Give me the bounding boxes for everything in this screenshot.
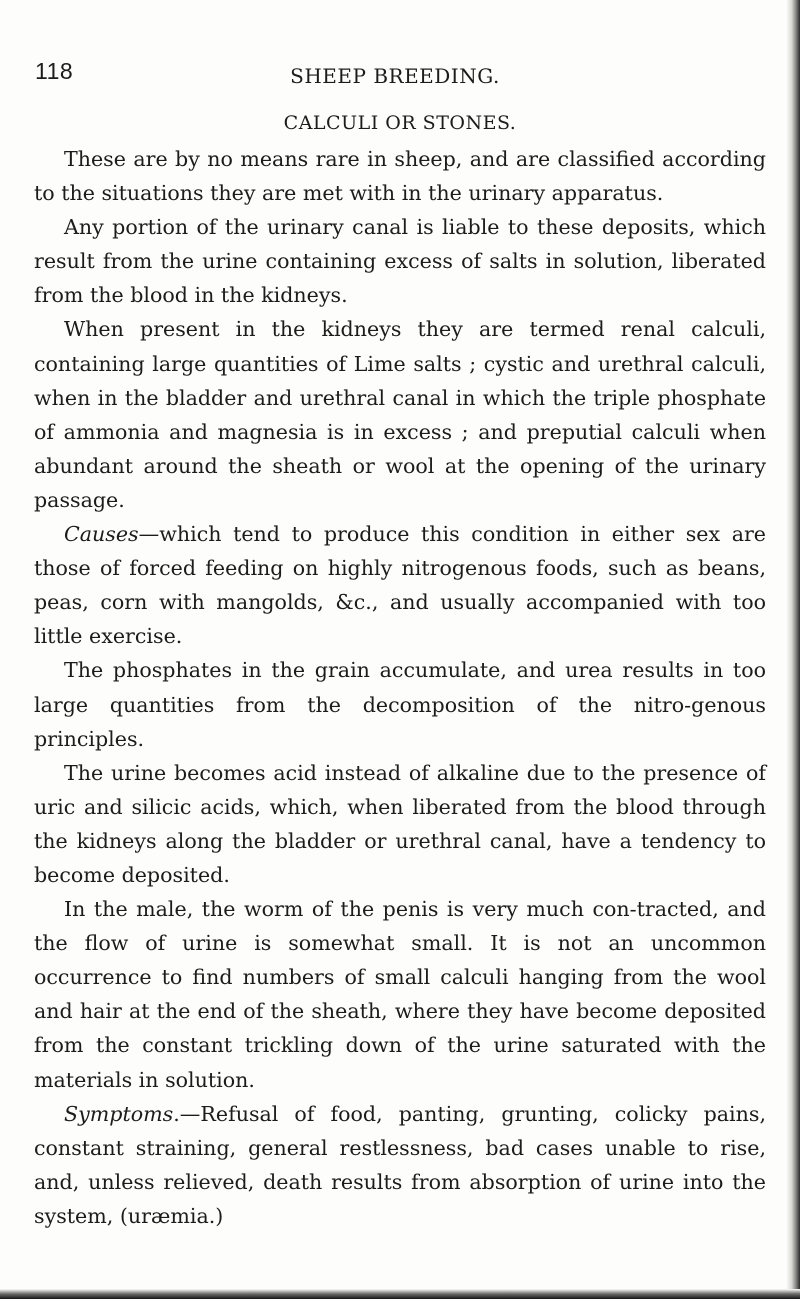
- paragraph: [34, 142, 766, 210]
- paragraph: [34, 1097, 766, 1233]
- paragraph-text: In the male, the worm of the penis is very much con-tracted, and the flow of urine is somewhat small. It is not an uncommon occurrence to find numbers of small calculi hanging from the wool and hair at the end of the sheath, where they have become deposited from the constant trickling down of the urine saturated with the materials in solution.: [34, 897, 766, 1092]
- section-title: CALCULI OR STONES.: [283, 112, 517, 134]
- paragraph: [34, 892, 766, 1097]
- paragraph-text: .—Refusal of food, panting, grunting, colicky pains, constant straining, general restlessness, bad cases unable to rise, and, unless relieved, death results from absorption of urine into the system, (uræmia.): [34, 1101, 766, 1228]
- paragraph: [34, 756, 766, 892]
- running-head: [35, 58, 755, 94]
- paragraph-text: These are by no means rare in sheep, and are classified according to the situations they are met with in the urinary apparatus.: [34, 147, 766, 206]
- paragraph-lead: Causes: [64, 522, 139, 547]
- paragraph-text: Any portion of the urinary canal is liable to these deposits, which result from the urine containing excess of salts in solution, liberated from the blood in the kidneys.: [34, 215, 766, 308]
- paragraph: [34, 653, 766, 755]
- paragraph-text: The phosphates in the grain accumulate, and urea results in too large quantities from the decomposition of the nitro-genous principles.: [34, 658, 766, 751]
- paragraph-text: The urine becomes acid instead of alkaline due to the presence of uric and silicic acids, which, when liberated from the blood through the kidneys along the bladder or urethral canal, have a tendency to become deposited.: [34, 760, 766, 887]
- running-title: SHEEP BREEDING.: [290, 64, 500, 88]
- paragraph-text: —which tend to produce this condition in either sex are those of forced feeding on highly nitrogenous foods, such as beans, peas, corn with mangolds, &c., and usually accompanied with too little exercise.: [34, 522, 766, 649]
- paragraph: [34, 312, 766, 517]
- page-bottom-shadow: [0, 1289, 800, 1299]
- page-number: 118: [35, 58, 74, 84]
- paragraph: [34, 210, 766, 312]
- paragraph-lead: Symptoms: [64, 1101, 174, 1126]
- paragraph-text: When present in the kidneys they are termed renal calculi, containing large quantities of Lime salts ; cystic and urethral calculi, when in the bladder and urethral canal in which the triple phosphate of ammonia and magnesia is in excess ; and preputial calculi when abundant around the sheath or wool at the opening of the urinary passage.: [34, 317, 766, 512]
- page-body: [34, 108, 766, 1233]
- paragraph: [34, 517, 766, 653]
- page-edge-shadow: [786, 0, 800, 1299]
